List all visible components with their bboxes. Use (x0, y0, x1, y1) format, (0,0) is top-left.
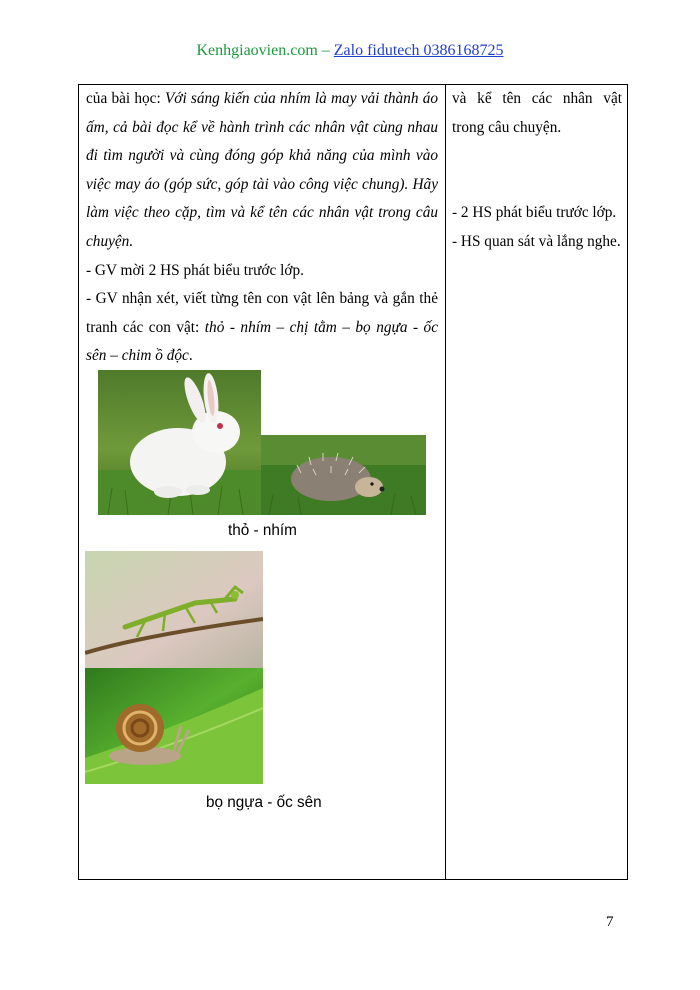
caption-mantis-snail: bọ ngựa - ốc sên (206, 794, 322, 811)
paragraph-lesson-intro: của bài học: Với sáng kiến của nhím là may vải thành áo ấm, cả bài đọc kể về hành trình các nhân vật cùng nhau đi tìm người và cùng đóng góp khả năng của mình vào việc may áo (góp sức, góp tài vào công việc chung). Hãy làm việc theo cặp, tìm và kể tên các nhân vật trong câu chuyện. (86, 90, 438, 250)
snail-image (85, 668, 263, 784)
paragraph-invite: - GV mời 2 HS phát biểu trước lớp. (86, 261, 304, 279)
site-name: Kenhgiaovien.com (196, 42, 318, 59)
student-text-1: và kể tên các nhân vật trong câu chuyện. (452, 90, 622, 136)
hedgehog-image (261, 435, 426, 515)
caption-rabbit-hedgehog: thỏ - nhím (228, 522, 297, 539)
mantis-image (85, 551, 263, 668)
student-text-3: - HS quan sát và lắng nghe. (452, 232, 621, 250)
teacher-activity-column (86, 85, 438, 371)
page-number: 7 (606, 914, 614, 930)
page-header (0, 42, 700, 60)
student-activity-column (452, 85, 622, 256)
student-text-2: - 2 HS phát biểu trước lớp. (452, 204, 617, 222)
paragraph-feedback: - GV nhận xét, viết từng tên con vật lên bảng và gắn thẻ tranh các con vật: thỏ - nhím – chị tằm – bọ ngựa - ốc sên – chim ồ độc. (86, 290, 438, 365)
zalo-link[interactable]: Zalo fidutech 0386168725 (333, 42, 504, 59)
rabbit-image (98, 370, 261, 515)
header-separator: – (317, 42, 334, 59)
lesson-table (78, 84, 628, 880)
column-divider (445, 85, 446, 879)
